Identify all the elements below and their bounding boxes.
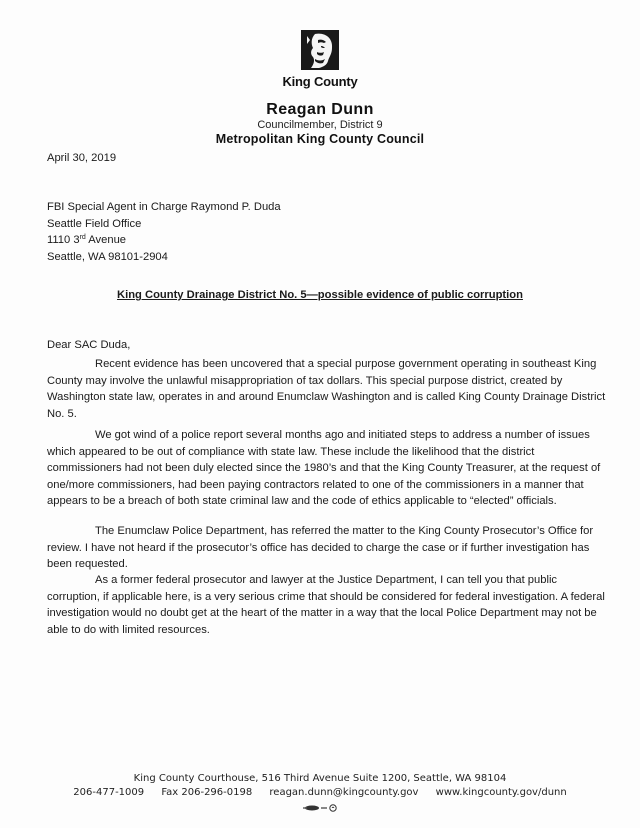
subject-line: King County Drainage District No. 5—possible evidence of public corruption — [117, 289, 523, 301]
footer-website[interactable]: www.kingcounty.gov/dunn — [435, 787, 567, 798]
street-name: Avenue — [85, 234, 127, 246]
letter-footer — [0, 773, 640, 812]
paragraph-3: The Enumclaw Police Department, has referred the matter to the King County Prosecutor’s Office for review. I have not heard if the prosecutor’s office has decided to charge the case or if further investigation has been requested. — [47, 525, 594, 570]
recipient-address — [47, 199, 607, 265]
recipient-line-2: Seattle Field Office — [47, 217, 142, 230]
council-name: Metropolitan King County Council — [215, 132, 425, 146]
king-county-logo-icon — [301, 30, 339, 70]
footer-contact-line — [0, 787, 640, 798]
councilmember-title: Councilmember, District 9 — [257, 119, 383, 131]
street-number: 1110 3 — [47, 234, 80, 246]
footer-email[interactable]: reagan.dunn@kingcounty.gov — [269, 787, 419, 798]
ordinal-suffix: rd — [79, 234, 86, 241]
letterhead — [0, 30, 640, 146]
union-bug-recycle-icon — [300, 804, 340, 812]
paragraph-2: We got wind of a police report several months ago and initiated steps to address a number of issues which appeared to be out of compliance with state law. These include the likelihood that the district commissioners had not been duly elected since the 1980’s and that the King County Treasurer, at the request of one/more commissioners, had been paying contractors related to one of the commissioners in a manner that appears to be a breach of both state criminal law and the code of ethics applicable to “elected” officials. — [47, 429, 601, 507]
footer-phone: 206-477-1009 — [73, 787, 145, 798]
letter-date: April 30, 2019 — [47, 152, 117, 164]
recipient-line-1: FBI Special Agent in Charge Raymond P. Duda — [47, 201, 281, 213]
recipient-line-4: Seattle, WA 98101-2904 — [47, 250, 168, 263]
footer-address: King County Courthouse, 516 Third Avenue Suite 1200, Seattle, WA 98104 — [133, 773, 507, 784]
footer-fax: Fax 206-296-0198 — [161, 787, 253, 798]
org-name: King County — [282, 74, 358, 89]
salutation: Dear SAC Duda, — [47, 339, 131, 351]
paragraph-4: As a former federal prosecutor and lawyer at the Justice Department, I can tell you that public corruption, if applicable here, is a very serious crime that should be considered for federal investigation. A federal investigation would no doubt get at the heart of the matter in a way that the local Police Department may not be able to do with limited resources. — [47, 574, 605, 636]
paragraph-1: Recent evidence has been uncovered that a special purpose government operating in southeast King County may involve the unlawful misappropriation of tax dollars. This special purpose district, created by Washington state law, operates in and around Enumclaw Washington and is called King County Drainage District No. 5. — [47, 358, 606, 420]
councilmember-name: Reagan Dunn — [266, 101, 374, 118]
recipient-line-3 — [47, 232, 607, 249]
